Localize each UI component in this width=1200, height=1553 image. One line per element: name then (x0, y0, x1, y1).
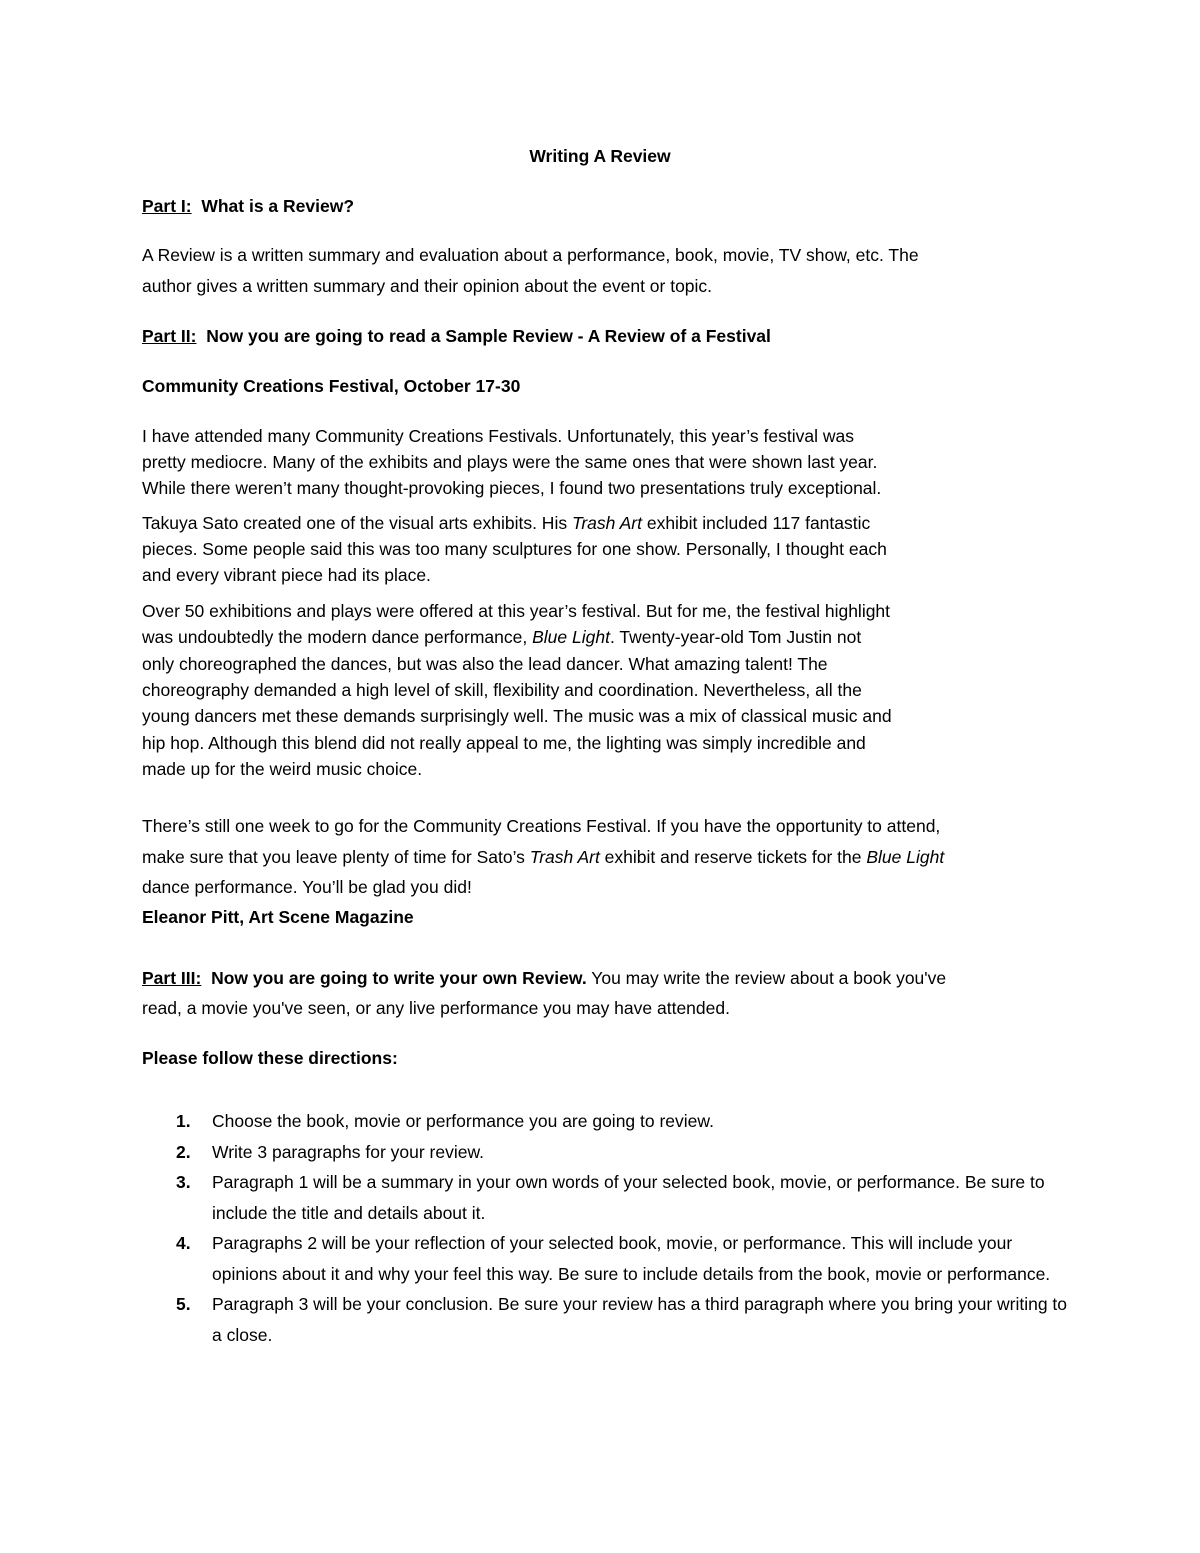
trash-art-title: Trash Art (529, 847, 600, 867)
review-p1-line: pretty mediocre. Many of the exhibits and plays were the same ones that were shown last year. (142, 452, 878, 472)
part1-heading (142, 196, 354, 217)
list-item-text: Paragraph 3 will be your conclusion. Be sure your review has a third paragraph where you bring your writing to a close. (212, 1294, 1068, 1345)
review-event-title: Community Creations Festival, October 17-30 (142, 376, 521, 396)
part2-label: Part II: (142, 326, 197, 346)
list-item (142, 1289, 1072, 1350)
part2-title: Now you are going to read a Sample Review - A Review of a Festival (206, 326, 771, 346)
review-p3-text: was undoubtedly the modern dance performance, (142, 627, 533, 647)
review-signature: Eleanor Pitt, Art Scene Magazine (142, 907, 414, 927)
review-p1-line: While there weren’t many thought-provoking pieces, I found two presentations truly exceptional. (142, 478, 882, 498)
blue-light-title: Blue Light (866, 847, 945, 867)
review-p4-text: exhibit and reserve tickets for the (599, 847, 867, 867)
review-p1-line: I have attended many Community Creations Festivals. Unfortunately, this year’s festival was (142, 426, 854, 446)
trash-art-title: Trash Art (571, 513, 642, 533)
review-p3-text: . Twenty-year-old Tom Justin not (609, 627, 862, 647)
review-p3-line (142, 627, 861, 648)
review-p3-line: Over 50 exhibitions and plays were offered at this year’s festival. But for me, the festival highlight (142, 601, 891, 621)
review-p3-line: made up for the weird music choice. (142, 759, 423, 779)
list-item (142, 1228, 1072, 1289)
part3-heading (142, 968, 946, 989)
list-item-number: 3. (176, 1172, 191, 1192)
page-title: Writing A Review (529, 146, 671, 166)
review-p4-line: There’s still one week to go for the Community Creations Festival. If you have the opportunity to attend, (142, 816, 941, 836)
list-item-text: Choose the book, movie or performance you are going to review. (212, 1111, 714, 1131)
directions-list (142, 1106, 1072, 1350)
list-item-text: Write 3 paragraphs for your review. (212, 1141, 485, 1162)
directions-heading: Please follow these directions: (142, 1048, 398, 1068)
part1-label: Part I: (142, 196, 192, 216)
part3-label: Part III: (142, 968, 202, 988)
part3-text-line: read, a movie you've seen, or any live performance you may have attended. (142, 998, 730, 1018)
blue-light-title: Blue Light (532, 627, 610, 647)
review-p4-text: make sure that you leave plenty of time for Sato’s (142, 847, 530, 867)
review-p3-line: young dancers met these demands surprisingly well. The music was a mix of classical music and (142, 706, 892, 726)
part1-text-line: A Review is a written summary and evaluation about a performance, book, movie, TV show, etc. The (142, 245, 919, 265)
list-item-number: 5. (176, 1294, 191, 1314)
list-item-text: Paragraph 1 will be a summary in your own words of your selected book, movie, or performance. Be sure to include the title and details about it. (212, 1172, 1045, 1223)
review-p3-line: choreography demanded a high level of skill, flexibility and coordination. Nevertheless, all the (142, 680, 862, 700)
part3-title: Now you are going to write your own Review. (211, 968, 587, 988)
part3-text: You may write the review about a book you've (586, 968, 947, 988)
review-p2-line: pieces. Some people said this was too many sculptures for one show. Personally, I thought each (142, 539, 887, 559)
review-p3-line: only choreographed the dances, but was also the lead dancer. What amazing talent! The (142, 654, 828, 674)
part1-title: What is a Review? (201, 196, 355, 216)
review-p2-line: and every vibrant piece had its place. (142, 565, 431, 585)
list-item (142, 1106, 1072, 1137)
list-item-number: 1. (176, 1111, 191, 1131)
part2-heading (142, 326, 771, 347)
part1-text-line: author gives a written summary and their opinion about the event or topic. (142, 276, 713, 296)
list-item-text: Paragraphs 2 will be your reflection of your selected book, movie, or performance. This will include your opinions about it and why your feel this way. Be sure to include details from the book, movie or performance. (212, 1233, 1051, 1284)
review-p2-text: Takuya Sato created one of the visual arts exhibits. His (142, 513, 572, 533)
review-p2-line (142, 513, 870, 534)
list-item-number: 4. (176, 1233, 191, 1253)
review-p2-text: exhibit included 117 fantastic (641, 513, 871, 533)
list-item (142, 1167, 1072, 1228)
review-p4-line (142, 847, 944, 868)
review-p4-line: dance performance. You’ll be glad you did! (142, 877, 472, 897)
list-item (142, 1137, 1072, 1168)
list-item-number: 2. (176, 1141, 191, 1162)
review-p3-line: hip hop. Although this blend did not really appeal to me, the lighting was simply incredible and (142, 733, 866, 753)
